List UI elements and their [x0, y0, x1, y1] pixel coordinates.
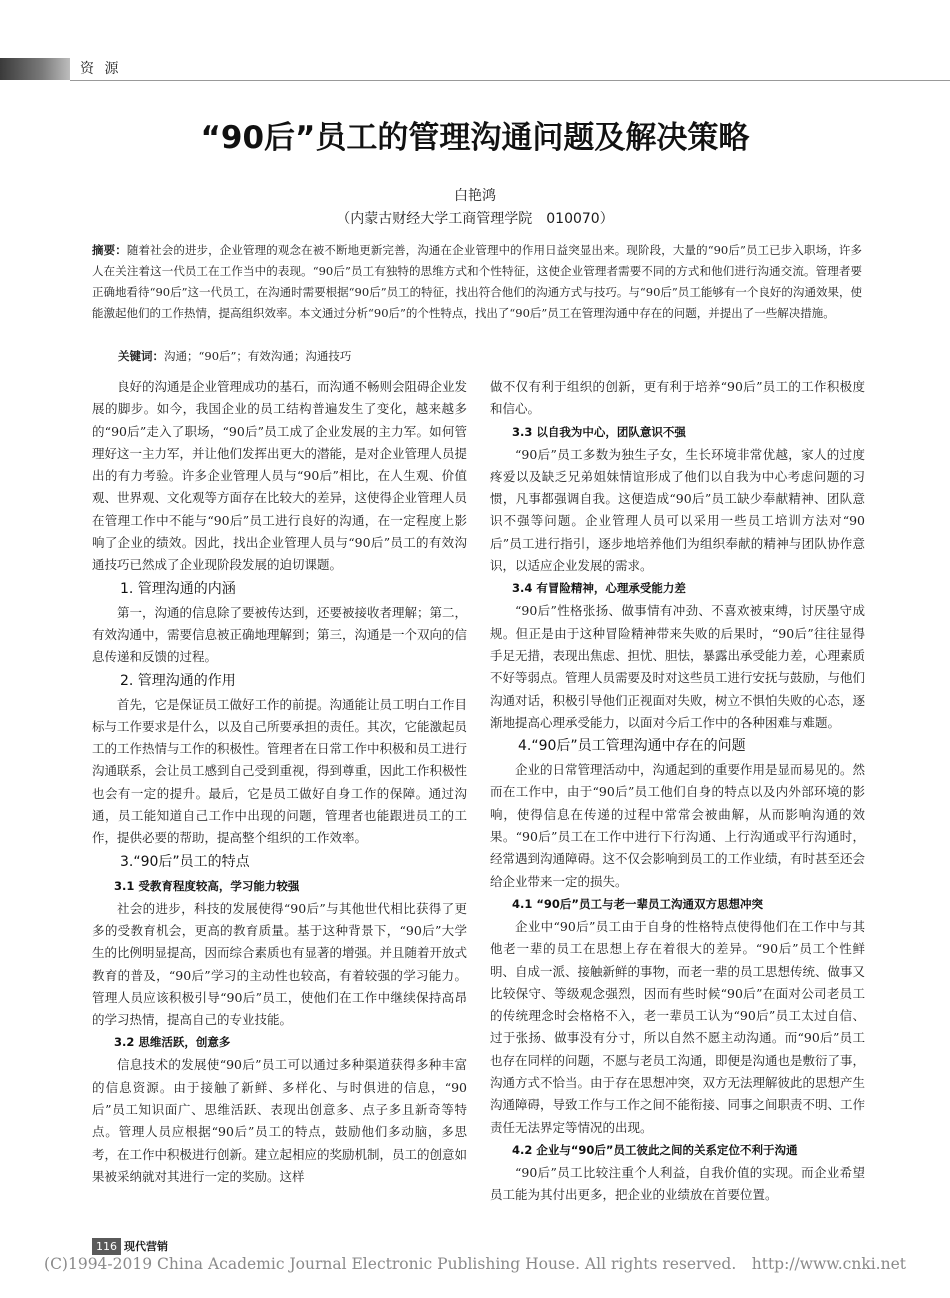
author-name: 白艳鸿: [454, 188, 496, 204]
paragraph-3-2: 信息技术的发展使“90后”员工可以通过多种渠道获得多种丰富的信息资源。由于接触了新鲜、多样化、与时俱进的信息，“90后”员工知识面广、思维活跃、表现出创意多、点子多且新奇等特点。管理人员应根据“90后”员工的特点，鼓励他们多动脑，多思考，在工作中积极进行创新。建立起相应的奖励机制，员工的创意如果被采纳就对其进行一定的奖励。这样: [92, 1057, 468, 1184]
intro-paragraph: 良好的沟通是企业管理成功的基石，而沟通不畅则会阻碍企业发展的脚步。如今，我国企业的员工结构普遍发生了变化，越来越多的“90后”走入了职场，“90后”员工成了企业发展的主力军。如何管理好这一主力军，并让他们发挥出更大的潜能，是对企业管理人员提出的有力考验。许多企业管理人员与“90后”相比，在人生观、价值观、世界观、文化观等方面存在比较大的差异，这使得企业管理人员在管理工作中不能与“90后”员工进行良好的沟通，在一定程度上影响了企业的绩效。因此，找出企业管理人员与“90后”员工的有效沟通技巧已然成了企业现阶段发展的迫切课题。: [92, 379, 468, 573]
keywords-label: 关键词：: [118, 349, 164, 363]
right-column: [490, 376, 865, 1207]
paragraph-3-1: 社会的进步，科技的发展使得“90后”与其他世代相比获得了更多的受教育机会，更高的教育质量。基于这种背景下，“90后”大学生的比例明显提高，因而综合素质也有显著的增强。并且随着开放式教育的普及，“90后”学习的主动性也较高，有着较强的学习能力。管理人员应该积极引导“90后”员工，使他们在工作中继续保持高昂的学习热情，提高自己的专业技能。: [92, 900, 468, 1028]
author-affiliation: （内蒙古财经大学工商管理学院 010070）: [336, 211, 614, 227]
abstract-label: 摘要：: [92, 243, 127, 257]
section-label: 资 源: [80, 61, 122, 77]
paragraph-4-2: “90后”员工比较注重个人利益，自我价值的实现。而企业希望员工能为其付出更多，把企业的业绩放在首要位置。: [490, 1164, 865, 1203]
subsection-heading-3-2: 3.2 思维活跃，创意多: [114, 1035, 231, 1050]
keywords-text: 沟通；“90后”；有效沟通；沟通技巧: [164, 349, 352, 363]
subsection-heading-4-2: 4.2 企业与“90后”员工彼此之间的关系定位不利于沟通: [512, 1142, 798, 1157]
section-heading-3: 3.“90后”员工的特点: [120, 853, 250, 870]
paragraph-3-4: “90后”性格张扬、做事情有冲劲、不喜欢被束缚，讨厌墨守成规。但正是由于这种冒险精神带来失败的后果时，“90后”往往显得手足无措，表现出焦虑、担忧、胆怯，暴露出承受能力差，心理素质不好等弱点。管理人员需要及时对这些员工进行安抚与鼓励，与他们沟通对话，积极引导他们正视面对失败，树立不惧怕失败的心态，逐渐地提高心理承受能力，以面对今后工作中的各种困难与难题。: [490, 603, 866, 730]
abstract: [92, 240, 862, 324]
keywords: [118, 346, 858, 366]
left-column: [92, 376, 467, 1188]
header-rule: [70, 80, 950, 81]
subsection-heading-3-1: 3.1 受教育程度较高，学习能力较强: [114, 878, 300, 893]
section-heading-4: 4.“90后”员工管理沟通中存在的问题: [518, 738, 746, 755]
paragraph-4-1: 企业中“90后”员工由于自身的性格特点使得他们在工作中与其他老一辈的员工在思想上存在着很大的差异。“90后”员工个性鲜明、自成一派、接触新鲜的事物，而老一辈的员工思想传统、做事又比较保守、等级观念强烈，因而有些时候“90后”在面对公司老员工的传统理念时会格格不入，老一辈员工认为“90后”员工太过自信、过于张扬、做事没有分寸，所以自然不愿主动沟通。而“90后”员工也存在同样的问题，不愿与老员工沟通，即便是沟通也是敷衍了事，沟通方式不恰当。由于存在思想冲突，双方无法理解彼此的思想产生沟通障碍，导致工作与工作之间不能衔接、同事之间职责不明、工作责任无法界定等情况的出现。: [490, 918, 866, 1135]
article-title: “90后”员工的管理沟通问题及解决策略: [200, 120, 750, 156]
subsection-heading-3-4: 3.4 有冒险精神，心理承受能力差: [512, 581, 686, 596]
section-heading-2: 2. 管理沟通的作用: [120, 672, 236, 689]
paragraph-3-3: “90后”员工多数为独生子女，生长环境非常优越，家人的过度疼爱以及缺乏兄弟姐妹情谊形成了他们以自我为中心考虑问题的习惯，凡事都强调自我。这便造成“90后”员工缺少奉献精神、团队意识不强等问题。企业管理人员可以采用一些员工培训方法对“90后”员工进行指引，逐步地培养他们为组织奉献的精神与团队协作意识，以适应企业发展的需求。: [490, 446, 865, 574]
subsection-heading-3-3: 3.3 以自我为中心，团队意识不强: [512, 424, 686, 439]
subsection-heading-4-1: 4.1 “90后”员工与老一辈员工沟通双方思想冲突: [512, 896, 763, 911]
header-bar: [0, 58, 70, 80]
copyright-watermark: (C)1994-2019 China Academic Journal Electronic Publishing House. All rights reserved. http://www.cnki.net: [44, 1255, 906, 1273]
page-number: 116: [92, 1238, 121, 1255]
paragraph-4: 企业的日常管理活动中，沟通起到的重要作用是显而易见的。然而在工作中，由于“90后”员工他们自身的特点以及内外部环境的影响，使得信息在传递的过程中常常会被曲解，从而影响沟通的效果。“90后”员工在工作中进行下行沟通、上行沟通或平行沟通时，经常遇到沟通障碍。这不仅会影响到员工的工作业绩，有时甚至还会给企业带来一定的损失。: [490, 762, 866, 889]
paragraph-1: 第一，沟通的信息除了要被传达到，还要被接收者理解；第二，有效沟通中，需要信息被正确地理解到；第三，沟通是一个双向的信息传递和反馈的过程。: [92, 604, 468, 665]
abstract-text: 随着社会的进步，企业管理的观念在被不断地更新完善，沟通在企业管理中的作用日益突显出来。现阶段，大量的“90后”员工已步入职场，许多人在关注着这一代员工在工作当中的表现。“90后”员工有独特的思维方式和个性特征，这使企业管理者需要不同的方式和他们进行沟通交流。管理者要正确地看待“90后”这一代员工，在沟通时需要根据“90后”员工的特征，找出符合他们的沟通方式与技巧。与“90后”员工能够有一个良好的沟通效果，使能激起他们的工作热情，提高组织效率。本文通过分析“90后”的个性特点，找出了“90后”员工在管理沟通中存在的问题，并提出了一些解决措施。: [92, 243, 863, 320]
continued-paragraph: 做不仅有利于组织的创新，更有利于培养“90后”员工的工作积极度和信心。: [490, 379, 865, 417]
paragraph-2: 首先，它是保证员工做好工作的前提。沟通能让员工明白工作目标与工作要求是什么，以及自己所要承担的责任。其次，它能激起员工的工作热情与工作的积极性。管理者在日常工作中积极和员工进行沟通联系，会让员工感到自己受到重视，得到尊重，因此工作积极性也会有一定的提升。最后，它是员工做好自身工作的保障。通过沟通，员工能知道自己工作中出现的问题，管理者也能跟进员工的工作，提供必要的帮助，提高整个组织的工作效率。: [92, 696, 468, 846]
section-heading-1: 1. 管理沟通的内涵: [120, 580, 236, 597]
journal-name: 现代营销: [124, 1240, 168, 1253]
